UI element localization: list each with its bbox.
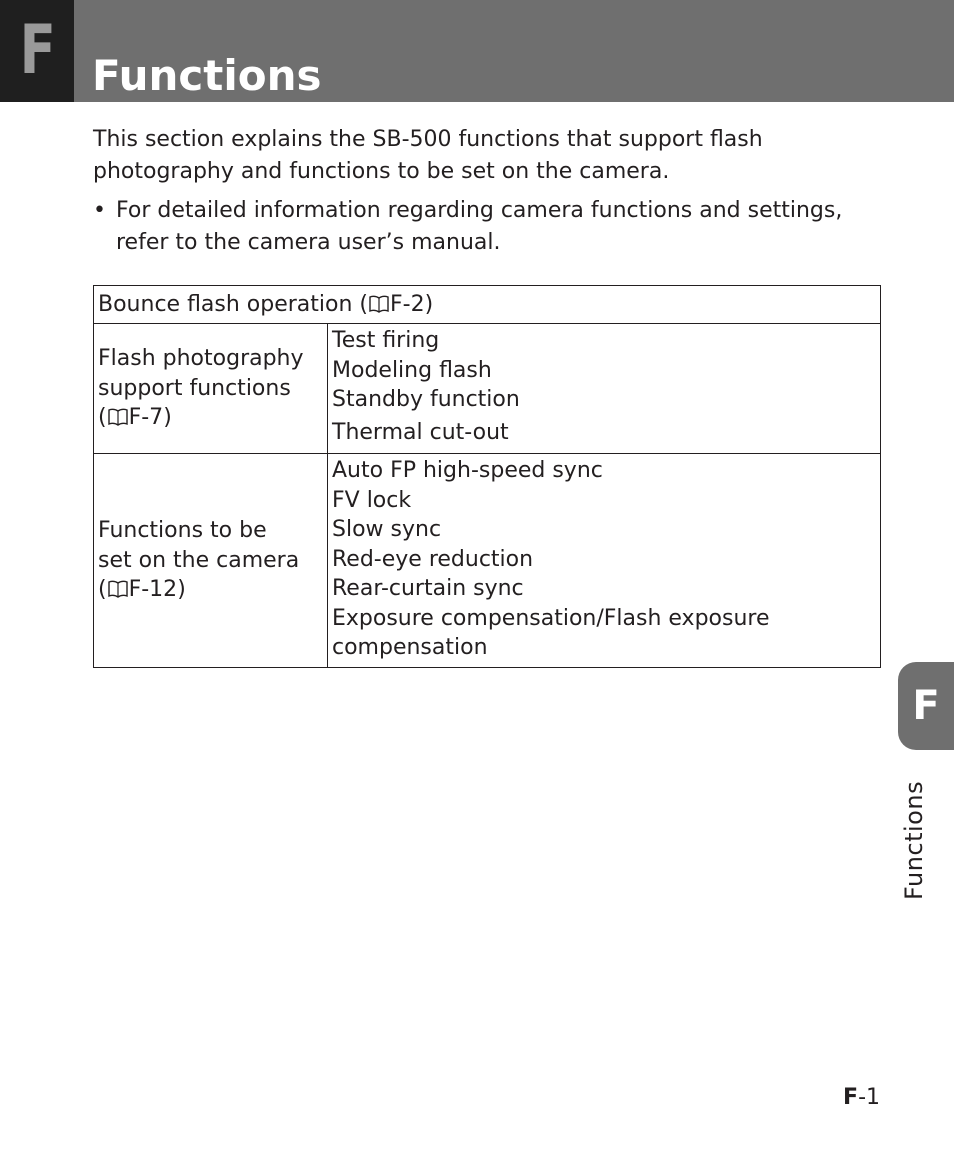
support-items-cell [328, 324, 881, 454]
bounce-label: Bounce flash operation ( [98, 291, 369, 317]
list-item: Modeling flash [332, 357, 492, 383]
list-item: Slow sync [332, 517, 442, 542]
side-tab-label: Functions [900, 780, 928, 900]
bullet-text: For detailed information regarding camera functions and settings, refer to the camera user’s manual. [116, 198, 843, 255]
intro-paragraph: This section explains the SB-500 functions that support flash photography and functions to be set on the camera. [93, 127, 763, 184]
camera-ref-close: ) [177, 577, 186, 603]
camera-ref[interactable]: F-12 [128, 577, 178, 603]
camera-ref-open: ( [98, 577, 107, 603]
table-row-bounce [94, 286, 881, 324]
book-icon [108, 580, 128, 598]
support-ref[interactable]: F-7 [128, 405, 164, 431]
camera-label-cell [94, 454, 328, 668]
list-item: Auto FP high-speed sync [332, 458, 603, 483]
camera-ref-line [98, 575, 323, 605]
side-tab-letter: F [912, 683, 940, 729]
list-item: Standby function [332, 387, 520, 412]
section-letter: F [19, 11, 55, 90]
table-row-camera [94, 454, 881, 668]
list-item: compensation [332, 635, 488, 660]
page-number-section: F [843, 1085, 859, 1110]
table-row-support [94, 324, 881, 454]
bounce-ref[interactable]: F-2 [390, 291, 425, 317]
support-ref-open: ( [98, 405, 107, 431]
camera-label-line: Functions to be [98, 518, 267, 544]
page-number [790, 1084, 880, 1112]
list-item: Rear-curtain sync [332, 576, 524, 601]
support-ref-close: ) [163, 405, 172, 431]
list-item: Red-eye reduction [332, 546, 534, 572]
list-item: FV lock [332, 487, 412, 513]
support-label-line: Flash photography [98, 346, 304, 372]
camera-items-cell [328, 454, 881, 668]
bounce-close: ) [424, 291, 434, 317]
page-number-rest: -1 [858, 1085, 880, 1110]
info-bullet [93, 195, 883, 259]
functions-table [93, 285, 881, 668]
bounce-cell [94, 286, 881, 324]
book-icon [369, 295, 389, 313]
list-item: Test firing [332, 328, 440, 353]
bullet-mark: • [93, 198, 106, 223]
list-item: Exposure compensation/Flash exposure [332, 605, 770, 631]
book-icon [108, 408, 128, 426]
support-label-line: support functions [98, 375, 291, 401]
page-title: Functions [92, 51, 322, 100]
camera-label-line: set on the camera [98, 547, 300, 573]
support-label-cell [94, 324, 328, 454]
support-ref-line [98, 403, 323, 433]
list-item: Thermal cut-out [332, 419, 509, 445]
